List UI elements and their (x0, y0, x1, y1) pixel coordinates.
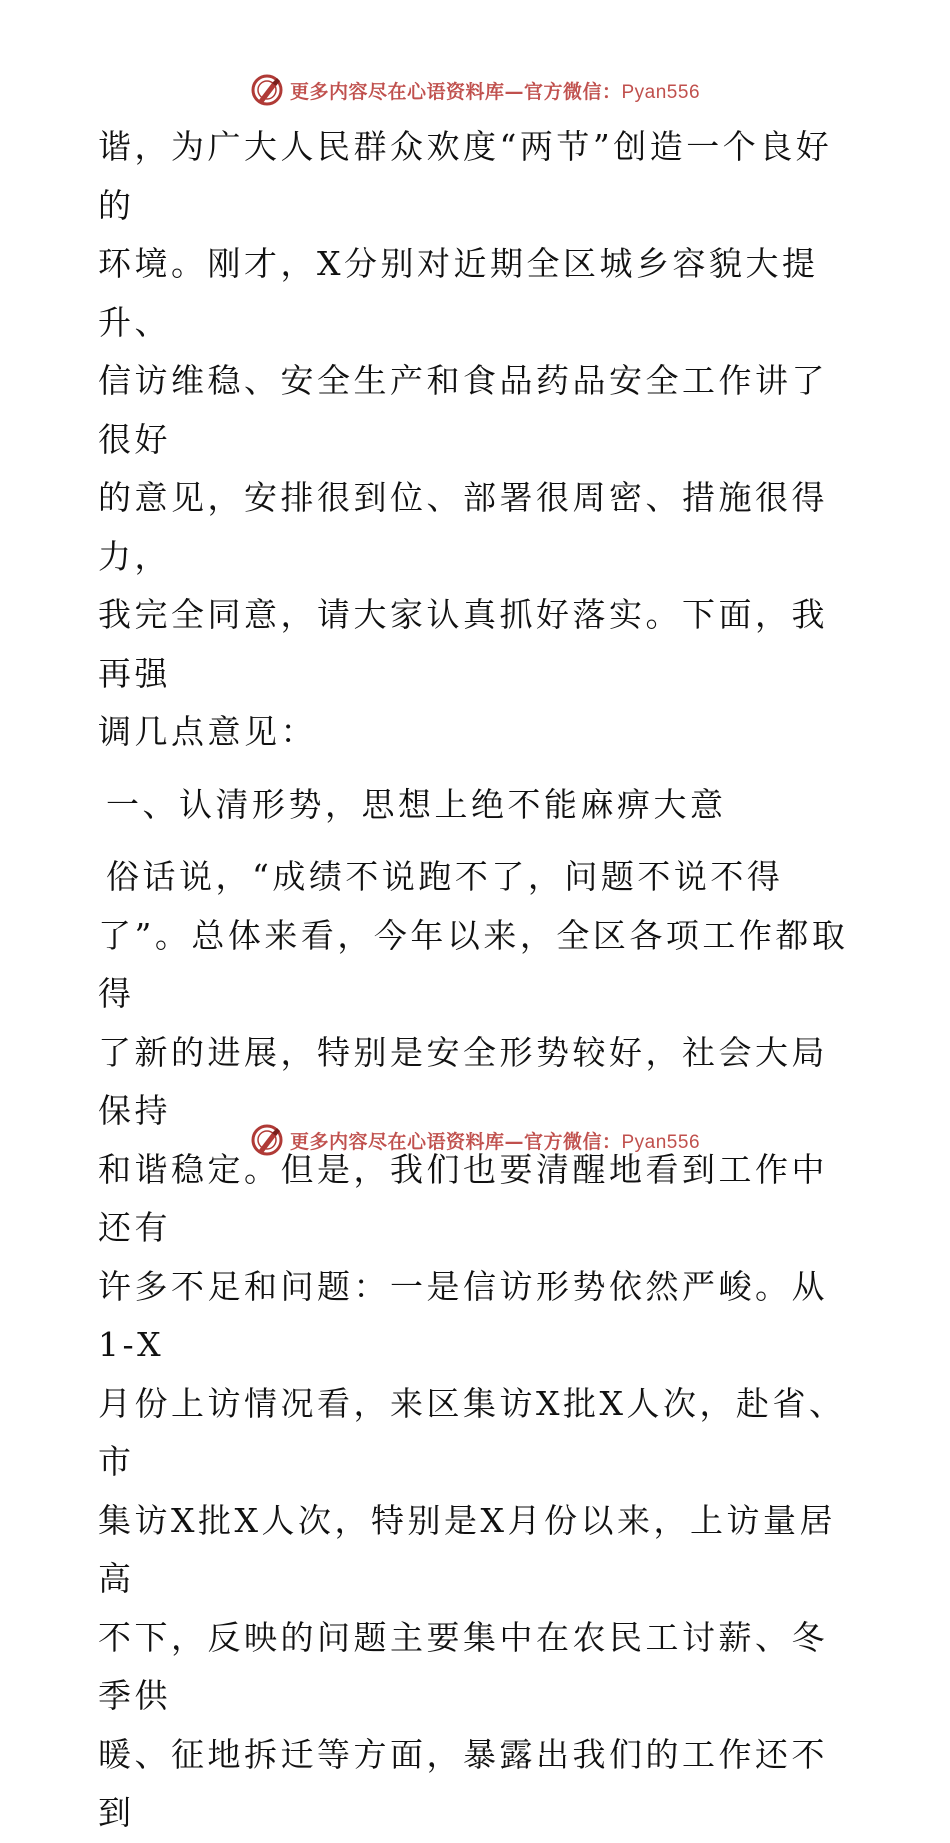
paragraph-line: 的意见，安排很到位、部署很周密、措施很得力， (98, 478, 828, 576)
paragraph-line: 不下，反映的问题主要集中在农民工讨薪、冬季供 (98, 1617, 828, 1715)
paragraph-line: 月份上访情况看，来区集访X批X人次，赴省、市 (98, 1383, 846, 1481)
document-body (98, 118, 858, 1843)
paragraph-line: 许多不足和问题：一是信访形势依然严峻。从1-X (98, 1266, 828, 1364)
paragraph-line: 我完全同意，请大家认真抓好落实。下面，我再强 (98, 595, 828, 693)
paragraph-line: 和谐稳定。但是，我们也要清醒地看到工作中还有 (98, 1149, 828, 1247)
pen-logo-icon (250, 73, 284, 107)
wechat-id: Pyan556 (621, 1131, 701, 1153)
paragraph-line: 集访X批X人次，特别是X月份以来，上访量居高 (98, 1500, 836, 1598)
paragraph-line: 环境。刚才，X分别对近期全区城乡容貌大提升、 (98, 244, 819, 342)
pen-logo-icon (250, 1123, 284, 1157)
wechat-id: Pyan556 (621, 81, 701, 103)
paragraph-line: 了新的进展，特别是安全形势较好，社会大局保持 (98, 1032, 828, 1130)
watermark-text: 更多内容尽在心语资料库—官方微信：Pyan556 (289, 1130, 701, 1153)
paragraph-line: 信访维稳、安全生产和食品药品安全工作讲了很好 (98, 361, 828, 459)
header-watermark (0, 70, 950, 110)
section-heading: 一、认清形势，思想上绝不能麻痹大意 (106, 784, 727, 824)
paragraph-line: 了”。总体来看，今年以来，全区各项工作都取得 (98, 915, 849, 1013)
footer-watermark (0, 1120, 950, 1160)
paragraph-line: 调几点意见： (98, 712, 317, 751)
paragraph-line: 俗话说，“成绩不说跑不了，问题不说不得 (106, 857, 784, 896)
paragraph-line: 暖、征地拆迁等方面，暴露出我们的工作还不到 (98, 1734, 828, 1832)
watermark-text: 更多内容尽在心语资料库—官方微信：Pyan556 (289, 80, 701, 103)
paragraph-line: 谐，为广大人民群众欢度“两节”创造一个良好的 (98, 127, 833, 225)
